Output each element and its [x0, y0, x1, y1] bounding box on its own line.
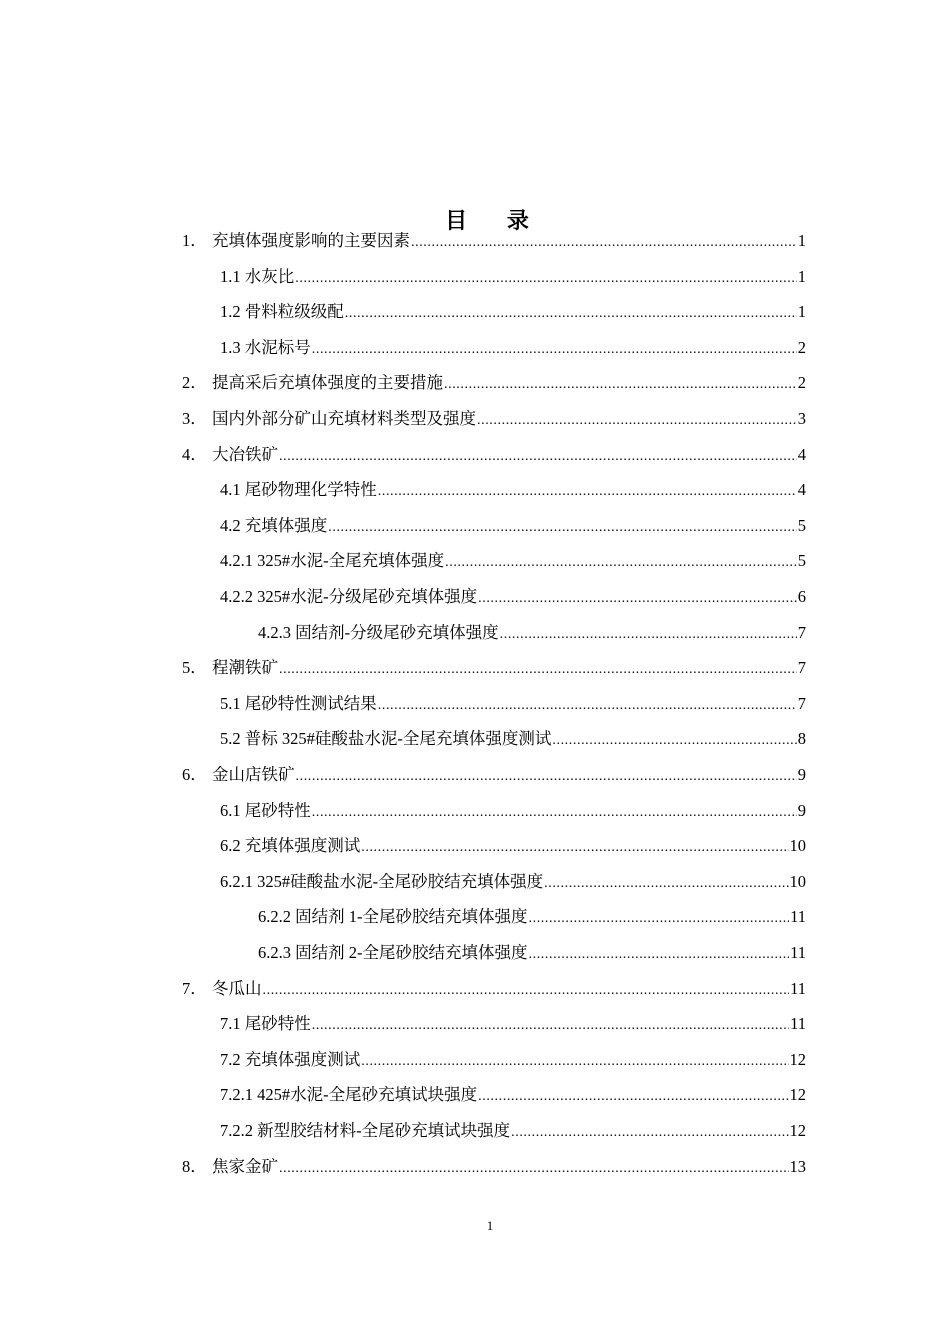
toc-leader-dots: [312, 340, 797, 360]
toc-leader-dots: [328, 518, 797, 538]
toc-entry[interactable]: [220, 478, 806, 502]
toc-entry[interactable]: [220, 870, 806, 894]
toc-entry-page: 12: [789, 1085, 806, 1105]
toc-leader-dots: [312, 803, 797, 823]
toc-entry[interactable]: [220, 1083, 806, 1107]
toc-entry[interactable]: [220, 692, 806, 716]
toc-entry-page: 5: [797, 551, 806, 571]
toc-entry[interactable]: [220, 514, 806, 538]
toc-leader-dots: [478, 589, 797, 609]
toc-entry[interactable]: [220, 727, 806, 751]
toc-entry[interactable]: [220, 585, 806, 609]
toc-entry-page: 11: [790, 1014, 806, 1034]
toc-entry[interactable]: [220, 265, 806, 289]
toc-entry-title: 1.2 骨料粒级级配: [220, 302, 344, 322]
toc-entry-page: 10: [789, 836, 806, 856]
toc-leader-dots: [361, 1052, 788, 1072]
toc-leader-dots: [478, 1087, 788, 1107]
toc-entry[interactable]: [220, 336, 806, 360]
toc-entry-title: 国内外部分矿山充填材料类型及强度: [212, 409, 476, 428]
toc-entry-page: 11: [790, 907, 806, 927]
toc-entry[interactable]: [182, 229, 806, 253]
toc-entry[interactable]: [182, 443, 806, 467]
toc-entry-page: 1: [797, 302, 806, 322]
toc-entry-title: 4.2 充填体强度: [220, 515, 328, 535]
toc-entry[interactable]: [182, 977, 806, 1001]
toc-leader-dots: [295, 269, 797, 289]
toc-entry[interactable]: [182, 407, 806, 431]
toc-leader-dots: [445, 553, 797, 573]
toc-entry-page: 7: [797, 693, 806, 713]
toc-leader-dots: [544, 874, 788, 894]
toc-leader-dots: [361, 838, 788, 858]
toc-entry[interactable]: [258, 905, 806, 929]
toc-entry-title: 提高采后充填体强度的主要措施: [212, 373, 443, 393]
toc-leader-dots: [411, 233, 797, 253]
toc-entry-page: 4: [797, 444, 806, 464]
toc-entry-title: 充填体强度影响的主要因素: [212, 231, 410, 250]
toc-entry-page: 4: [797, 480, 806, 500]
toc-entry-title: 6.2.2 固结剂 1-全尾砂胶结充填体强度: [258, 907, 528, 927]
toc-entry[interactable]: [258, 941, 806, 965]
toc-entry-page: 2: [797, 337, 806, 357]
toc-entry-title: 1.1 水灰比: [220, 266, 295, 286]
toc-entry-page: 11: [790, 943, 806, 962]
toc-entry[interactable]: [220, 1012, 806, 1036]
toc-leader-dots: [378, 482, 797, 502]
toc-entry-title: 1.3 水泥标号: [220, 337, 311, 357]
toc-leader-dots: [312, 1016, 789, 1036]
toc-entry-title: 5.2 普标 325#硅酸盐水泥-全尾充填体强度测试: [220, 729, 552, 749]
toc-entry[interactable]: [182, 371, 806, 395]
toc-entry-title: 7.2.2 新型胶结材料-全尾砂充填试块强度: [220, 1121, 511, 1140]
toc-entry-title: 6.2.1 325#硅酸盐水泥-全尾砂胶结充填体强度: [220, 871, 544, 891]
toc-entry-page: 8: [797, 729, 806, 749]
toc-leader-dots: [263, 981, 790, 1001]
toc-entry-number: 2．: [182, 373, 207, 393]
toc-entry-number: 1．: [182, 231, 207, 250]
toc-entry-title: 4.2.3 固结剂-分级尾砂充填体强度: [258, 622, 499, 642]
toc-leader-dots: [529, 909, 790, 929]
toc-entry-page: 7: [797, 658, 806, 678]
toc-entry[interactable]: [182, 1155, 806, 1179]
toc-entry-page: 13: [789, 1156, 806, 1176]
toc-entry[interactable]: [258, 621, 806, 645]
toc-entry-page: 5: [797, 515, 806, 535]
toc-entry-title: 7.1 尾砂特性: [220, 1014, 311, 1034]
toc-entry-page: 12: [789, 1049, 806, 1069]
toc-entry-page: 11: [790, 978, 806, 998]
toc-leader-dots: [296, 767, 797, 787]
toc-entry-number: 8．: [182, 1156, 207, 1176]
toc-entry-title: 4.2.2 325#水泥-分级尾砂充填体强度: [220, 587, 478, 606]
toc-entry-title: 金山店铁矿: [212, 765, 295, 784]
toc-entry-number: 5．: [182, 658, 207, 678]
toc-entry-title: 4.2.1 325#水泥-全尾充填体强度: [220, 551, 445, 571]
toc-entry[interactable]: [182, 763, 806, 787]
toc-entry-number: 3．: [182, 409, 207, 428]
toc-entry-title: 7.2 充填体强度测试: [220, 1049, 361, 1069]
toc-entry-number: 6．: [182, 765, 207, 784]
toc-entry-page: 9: [797, 765, 806, 784]
toc-entry[interactable]: [182, 656, 806, 680]
toc-leader-dots: [279, 447, 797, 467]
toc-entry[interactable]: [220, 1119, 806, 1143]
toc-entry[interactable]: [220, 834, 806, 858]
toc-leader-dots: [529, 945, 790, 965]
toc-entry-title: 6.1 尾砂特性: [220, 800, 311, 820]
toc-entry[interactable]: [220, 549, 806, 573]
toc-entry-page: 1: [797, 266, 806, 286]
toc-entry-page: 3: [797, 409, 806, 428]
toc-entry-title: 4.1 尾砂物理化学特性: [220, 480, 377, 500]
toc-leader-dots: [279, 660, 797, 680]
toc-entry-title: 大冶铁矿: [212, 444, 278, 464]
toc-leader-dots: [511, 1123, 788, 1143]
toc-entry[interactable]: [220, 1048, 806, 1072]
toc-title: 目 录: [445, 209, 545, 234]
toc-leader-dots: [279, 1159, 789, 1179]
toc-entry[interactable]: [220, 300, 806, 324]
toc-entry-title: 6.2.3 固结剂 2-全尾砂胶结充填体强度: [258, 943, 528, 962]
toc-entry-page: 2: [797, 373, 806, 393]
toc-entry-title: 6.2 充填体强度测试: [220, 836, 361, 856]
toc-entry-title: 冬瓜山: [212, 978, 262, 998]
toc-leader-dots: [378, 696, 797, 716]
toc-entry-title: 5.1 尾砂特性测试结果: [220, 693, 377, 713]
toc-entry-page: 10: [789, 871, 806, 891]
toc-leader-dots: [500, 625, 797, 645]
toc-leader-dots: [477, 411, 797, 431]
toc-leader-dots: [345, 304, 797, 324]
toc-entry-page: 12: [789, 1121, 806, 1140]
toc-entry-page: 6: [797, 587, 806, 606]
toc-entry-page: 7: [797, 622, 806, 642]
toc-entry-title: 焦家金矿: [212, 1156, 278, 1176]
toc-entry-page: 1: [797, 231, 806, 250]
toc-leader-dots: [444, 375, 797, 395]
toc-entry-page: 9: [797, 800, 806, 820]
toc-entry-title: 7.2.1 425#水泥-全尾砂充填试块强度: [220, 1085, 478, 1105]
page-number: 1: [486, 1218, 494, 1233]
toc-entry-number: 7．: [182, 978, 207, 998]
toc-entry-title: 程潮铁矿: [212, 658, 278, 678]
toc-entry-number: 4．: [182, 444, 207, 464]
toc-leader-dots: [552, 731, 796, 751]
toc-entry[interactable]: [220, 799, 806, 823]
